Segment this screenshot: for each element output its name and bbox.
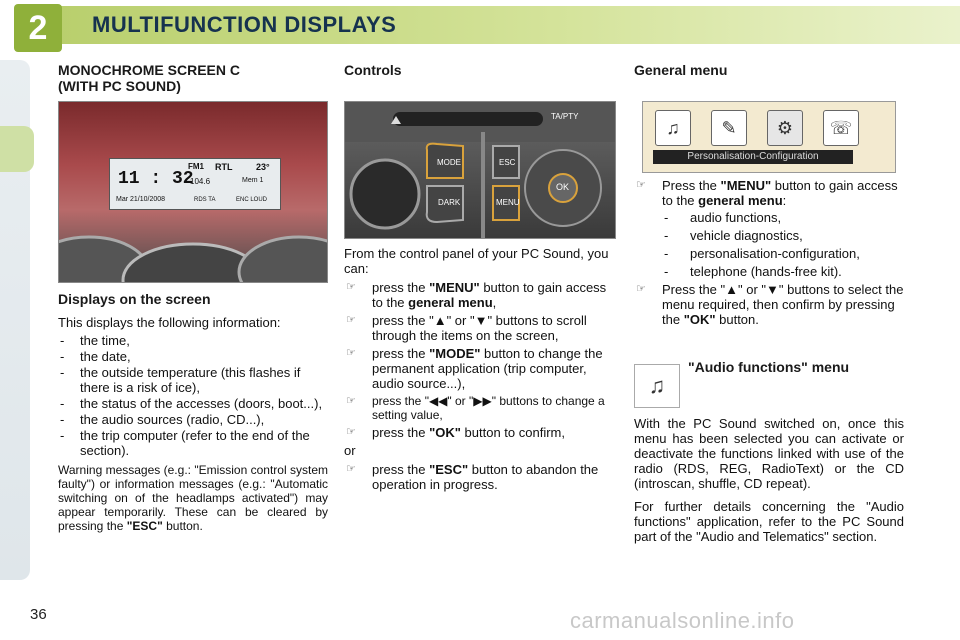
- ta-pty-button[interactable]: TA/PTY: [551, 112, 579, 121]
- audio-menu-heading: "Audio functions" menu: [688, 359, 850, 375]
- audio-menu-text: [634, 416, 904, 544]
- warning-note: Warning messages (e.g.: "Emission control system faulty") or information messages (e.g.: "Automatic switching on of the headlamps activated") may appear temporarily. These can be cleared by pressing the "ESC" button.: [58, 463, 328, 533]
- list-item: - the time,: [60, 333, 130, 348]
- menu-items-list: [662, 210, 904, 279]
- lcd-freq: 104.6: [190, 177, 211, 186]
- list-item: - the date,: [60, 349, 131, 364]
- dashboard-screen-photo: [58, 101, 328, 283]
- pointing-hand-icon: ☞: [346, 281, 356, 293]
- pointing-hand-icon: ☞: [636, 179, 646, 191]
- list-item: - the trip computer (refer to the end of the section).: [60, 428, 310, 458]
- general-menu-screen: [642, 101, 896, 173]
- general-menu-list: [634, 178, 904, 327]
- list-item: - telephone (hands-free kit).: [664, 264, 842, 279]
- phone-bluetooth-icon[interactable]: ☏: [823, 110, 859, 146]
- section-title-line1: MONOCHROME SCREEN C: [58, 62, 241, 78]
- column-controls: [344, 62, 618, 78]
- lcd-temp: 23°: [256, 162, 270, 172]
- configuration-icon[interactable]: ⚙: [767, 110, 803, 146]
- lcd-date: Mar 21/10/2008: [116, 196, 166, 203]
- page-number: 36: [30, 606, 47, 623]
- controls-heading: Controls: [344, 62, 402, 78]
- chapter-number: 2: [14, 4, 62, 52]
- audio-menu-paragraph-1: With the PC Sound switched on, once this menu has been selected you can activate or deactivate the functions linked with use of the radio (RDS, REG, RadioText) or the CD (introscan, shuffle, CD repeat).: [634, 416, 904, 491]
- pointing-hand-icon: ☞: [346, 347, 356, 359]
- list-item: ☞ press the "▲" or "▼" buttons to scroll through the items on the screen,: [346, 313, 587, 343]
- controls-list: [344, 280, 618, 440]
- pointing-hand-icon: ☞: [346, 463, 356, 475]
- control-panel-illustration: [345, 102, 615, 238]
- menu-caption: Personalisation-Configuration: [653, 150, 853, 164]
- column-monochrome-screen: [58, 62, 328, 94]
- general-menu-heading: General menu: [634, 62, 728, 78]
- lcd-source: ENC LOUD: [236, 197, 268, 203]
- list-item: - personalisation-configuration,: [664, 246, 860, 261]
- displays-section: [58, 292, 328, 533]
- pointing-hand-icon: ☞: [636, 283, 646, 295]
- pointing-hand-icon: ☞: [346, 314, 356, 326]
- controls-list-2: [344, 462, 618, 492]
- lcd-rds: RDS TA: [194, 197, 216, 203]
- control-panel-photo: [344, 101, 616, 239]
- lcd-station: RTL: [215, 162, 233, 172]
- list-item: - the status of the accesses (doors, boot...),: [60, 396, 323, 411]
- page-title: MULTIFUNCTION DISPLAYS: [92, 12, 397, 37]
- lcd-display: [109, 158, 281, 210]
- list-item: ☞ press the "MODE" button to change the permanent application (trip computer, audio source...),: [346, 346, 603, 391]
- list-item: - the audio sources (radio, CD...),: [60, 412, 265, 427]
- audio-functions-menu-icon: ♫: [634, 364, 680, 408]
- audio-menu-heading-wrap: [688, 360, 908, 375]
- pointing-hand-icon: ☞: [346, 426, 356, 438]
- list-item: - audio functions,: [664, 210, 782, 225]
- menu-button[interactable]: MENU: [496, 198, 520, 207]
- displays-list: [58, 333, 328, 458]
- lcd-band: FM1: [188, 162, 204, 171]
- pointing-hand-icon: ☞: [346, 395, 356, 407]
- general-menu-text: [634, 178, 904, 330]
- displays-heading: Displays on the screen: [58, 291, 211, 307]
- audio-menu-paragraph-2: For further details concerning the "Audio functions" application, refer to the PC Sound part of the "Audio and Telematics" section.: [634, 499, 904, 544]
- list-item: ☞ press the "MENU" button to gain access to the general menu,: [346, 280, 607, 310]
- lcd-mem: Mem 1: [242, 177, 264, 184]
- list-item: ☞ Press the "MENU" button to gain access to the general menu: - audio functions, - vehicle diagnostics, - personalisation-configuration, - telephone (hands-free kit).: [634, 178, 904, 279]
- lcd-clock: 11 : 32: [118, 169, 194, 189]
- watermark: carmanualsonline.info: [570, 608, 795, 633]
- dark-button[interactable]: DARK: [438, 198, 461, 207]
- list-item: ☞ press the "◀◀" or "▶▶" buttons to change a setting value,: [346, 394, 605, 422]
- displays-intro: This displays the following information:: [58, 315, 281, 330]
- or-text: or: [344, 443, 356, 458]
- audio-functions-icon[interactable]: ♫: [655, 110, 691, 146]
- ok-button[interactable]: OK: [556, 182, 570, 192]
- list-item: ☞ press the "ESC" button to abandon the operation in progress.: [346, 462, 599, 492]
- esc-button[interactable]: ESC: [499, 158, 516, 167]
- list-item: ☞ Press the "▲" or "▼" buttons to select the menu required, then confirm by pressing the "OK" button.: [636, 282, 904, 327]
- list-item: - the outside temperature (this flashes if there is a risk of ice),: [60, 365, 301, 395]
- wrench-diagnostics-icon[interactable]: ✎: [711, 110, 747, 146]
- page-header: [0, 0, 960, 46]
- column-general-menu: [634, 62, 904, 78]
- mode-button[interactable]: MODE: [437, 158, 461, 167]
- chapter-side-tab[interactable]: [0, 126, 34, 172]
- controls-intro: From the control panel of your PC Sound, you can:: [344, 246, 609, 276]
- section-title-line2: (WITH PC SOUND): [58, 78, 181, 94]
- list-item: - vehicle diagnostics,: [664, 228, 803, 243]
- controls-text: [344, 246, 618, 495]
- list-item: ☞ press the "OK" button to confirm,: [346, 425, 565, 440]
